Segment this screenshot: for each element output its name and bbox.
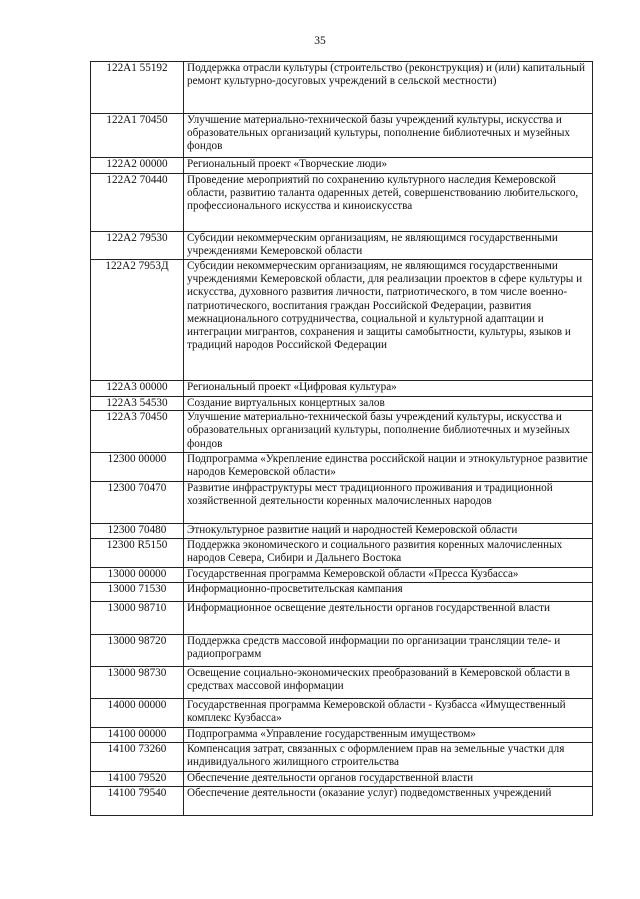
code-cell: 13000 98720 [91, 635, 184, 667]
description-cell: Создание виртуальных концертных залов [184, 397, 593, 411]
table-row [91, 568, 593, 583]
budget-classification-table [90, 61, 593, 816]
table-row [91, 699, 593, 728]
code-cell: 12300 00000 [91, 453, 184, 482]
description-cell: Поддержка средств массовой информации по организации трансляции теле- и радиопрограмм [184, 635, 593, 667]
description-cell: Развитие инфраструктуры мест традиционного проживания и традиционной хозяйственной деятельности коренных малочисленных народов [184, 482, 593, 524]
table-row [91, 728, 593, 743]
description-cell: Поддержка экономического и социального развития коренных малочисленных народов Севера, Сибири и Дальнего Востока [184, 539, 593, 568]
description-cell: Улучшение материально-технической базы учреждений культуры, искусства и образовательных организаций культуры, пополнение библиотечных и музейных фондов [184, 411, 593, 453]
code-cell: 13000 98730 [91, 667, 184, 699]
code-cell: 122A3 00000 [91, 381, 184, 397]
description-cell: Проведение мероприятий по сохранению культурного наследия Кемеровской области, развитию таланта одаренных детей, совершенствованию любительского, профессионального искусства и киноискусства [184, 174, 593, 232]
table-row [91, 524, 593, 539]
table-row [91, 772, 593, 787]
code-cell: 122A3 70450 [91, 411, 184, 453]
code-cell: 14100 00000 [91, 728, 184, 743]
table-row [91, 397, 593, 411]
description-cell: Информационное освещение деятельности органов государственной власти [184, 602, 593, 635]
description-cell: Субсидии некоммерческим организациям, не являющимся государственными учреждениями Кемеровской области, для реализации проектов в сфере культуры и искусства, духовного развития личности, патриотического, в том числе военно-патриотического, воспитания граждан Российской Федерации, развития межнационального сотрудничества, социальной и культурной адаптации и интеграции мигрантов, сохранения и защиты самобытности, культуры, языков и традиций народов Российской Федерации [184, 260, 593, 381]
table-row [91, 482, 593, 524]
code-cell: 14000 00000 [91, 699, 184, 728]
code-cell: 122A2 7953Д [91, 260, 184, 381]
code-cell: 13000 71530 [91, 583, 184, 602]
table-row [91, 635, 593, 667]
code-cell: 14100 79520 [91, 772, 184, 787]
table-row [91, 158, 593, 174]
description-cell: Подпрограмма «Управление государственным имуществом» [184, 728, 593, 743]
description-cell: Государственная программа Кемеровской области - Кузбасса «Имущественный комплекс Кузбасса» [184, 699, 593, 728]
description-cell: Обеспечение деятельности органов государственной власти [184, 772, 593, 787]
code-cell: 12300 R5150 [91, 539, 184, 568]
description-cell: Подпрограмма «Укрепление единства российской нации и этнокультурное развитие народов Кемеровской области» [184, 453, 593, 482]
code-cell: 14100 73260 [91, 743, 184, 772]
table-row [91, 381, 593, 397]
code-cell: 122A1 55192 [91, 62, 184, 114]
table-row [91, 453, 593, 482]
table-row [91, 787, 593, 816]
code-cell: 122A2 00000 [91, 158, 184, 174]
code-cell: 122A2 79530 [91, 232, 184, 260]
table-row [91, 411, 593, 453]
table-row [91, 174, 593, 232]
table-row [91, 602, 593, 635]
code-cell: 13000 00000 [91, 568, 184, 583]
table-row [91, 114, 593, 158]
description-cell: Информационно-просветительская кампания [184, 583, 593, 602]
table-row [91, 62, 593, 114]
table-row [91, 583, 593, 602]
description-cell: Региональный проект «Творческие люди» [184, 158, 593, 174]
description-cell: Поддержка отрасли культуры (строительство (реконструкция) и (или) капитальный ремонт культурно-досуговых учреждений в сельской местности) [184, 62, 593, 114]
code-cell: 14100 79540 [91, 787, 184, 816]
table-row [91, 667, 593, 699]
table-row [91, 260, 593, 381]
code-cell: 122A3 54530 [91, 397, 184, 411]
code-cell: 12300 70470 [91, 482, 184, 524]
description-cell: Государственная программа Кемеровской области «Пресса Кузбасса» [184, 568, 593, 583]
description-cell: Субсидии некоммерческим организациям, не являющимся государственными учреждениями Кемеровской области [184, 232, 593, 260]
description-cell: Компенсация затрат, связанных с оформлением прав на земельные участки для индивидуального жилищного строительства [184, 743, 593, 772]
page-number: 35 [314, 35, 326, 47]
description-cell: Освещение социально-экономических преобразований в Кемеровской области в средствах массовой информации [184, 667, 593, 699]
code-cell: 13000 98710 [91, 602, 184, 635]
table-row [91, 743, 593, 772]
description-cell: Региональный проект «Цифровая культура» [184, 381, 593, 397]
description-cell: Этнокультурное развитие наций и народностей Кемеровской области [184, 524, 593, 539]
code-cell: 12300 70480 [91, 524, 184, 539]
table-row [91, 232, 593, 260]
code-cell: 122A1 70450 [91, 114, 184, 158]
code-cell: 122A2 70440 [91, 174, 184, 232]
description-cell: Улучшение материально-технической базы учреждений культуры, искусства и образовательных организаций культуры, пополнение библиотечных и музейных фондов [184, 114, 593, 158]
table-row [91, 539, 593, 568]
description-cell: Обеспечение деятельности (оказание услуг) подведомственных учреждений [184, 787, 593, 816]
